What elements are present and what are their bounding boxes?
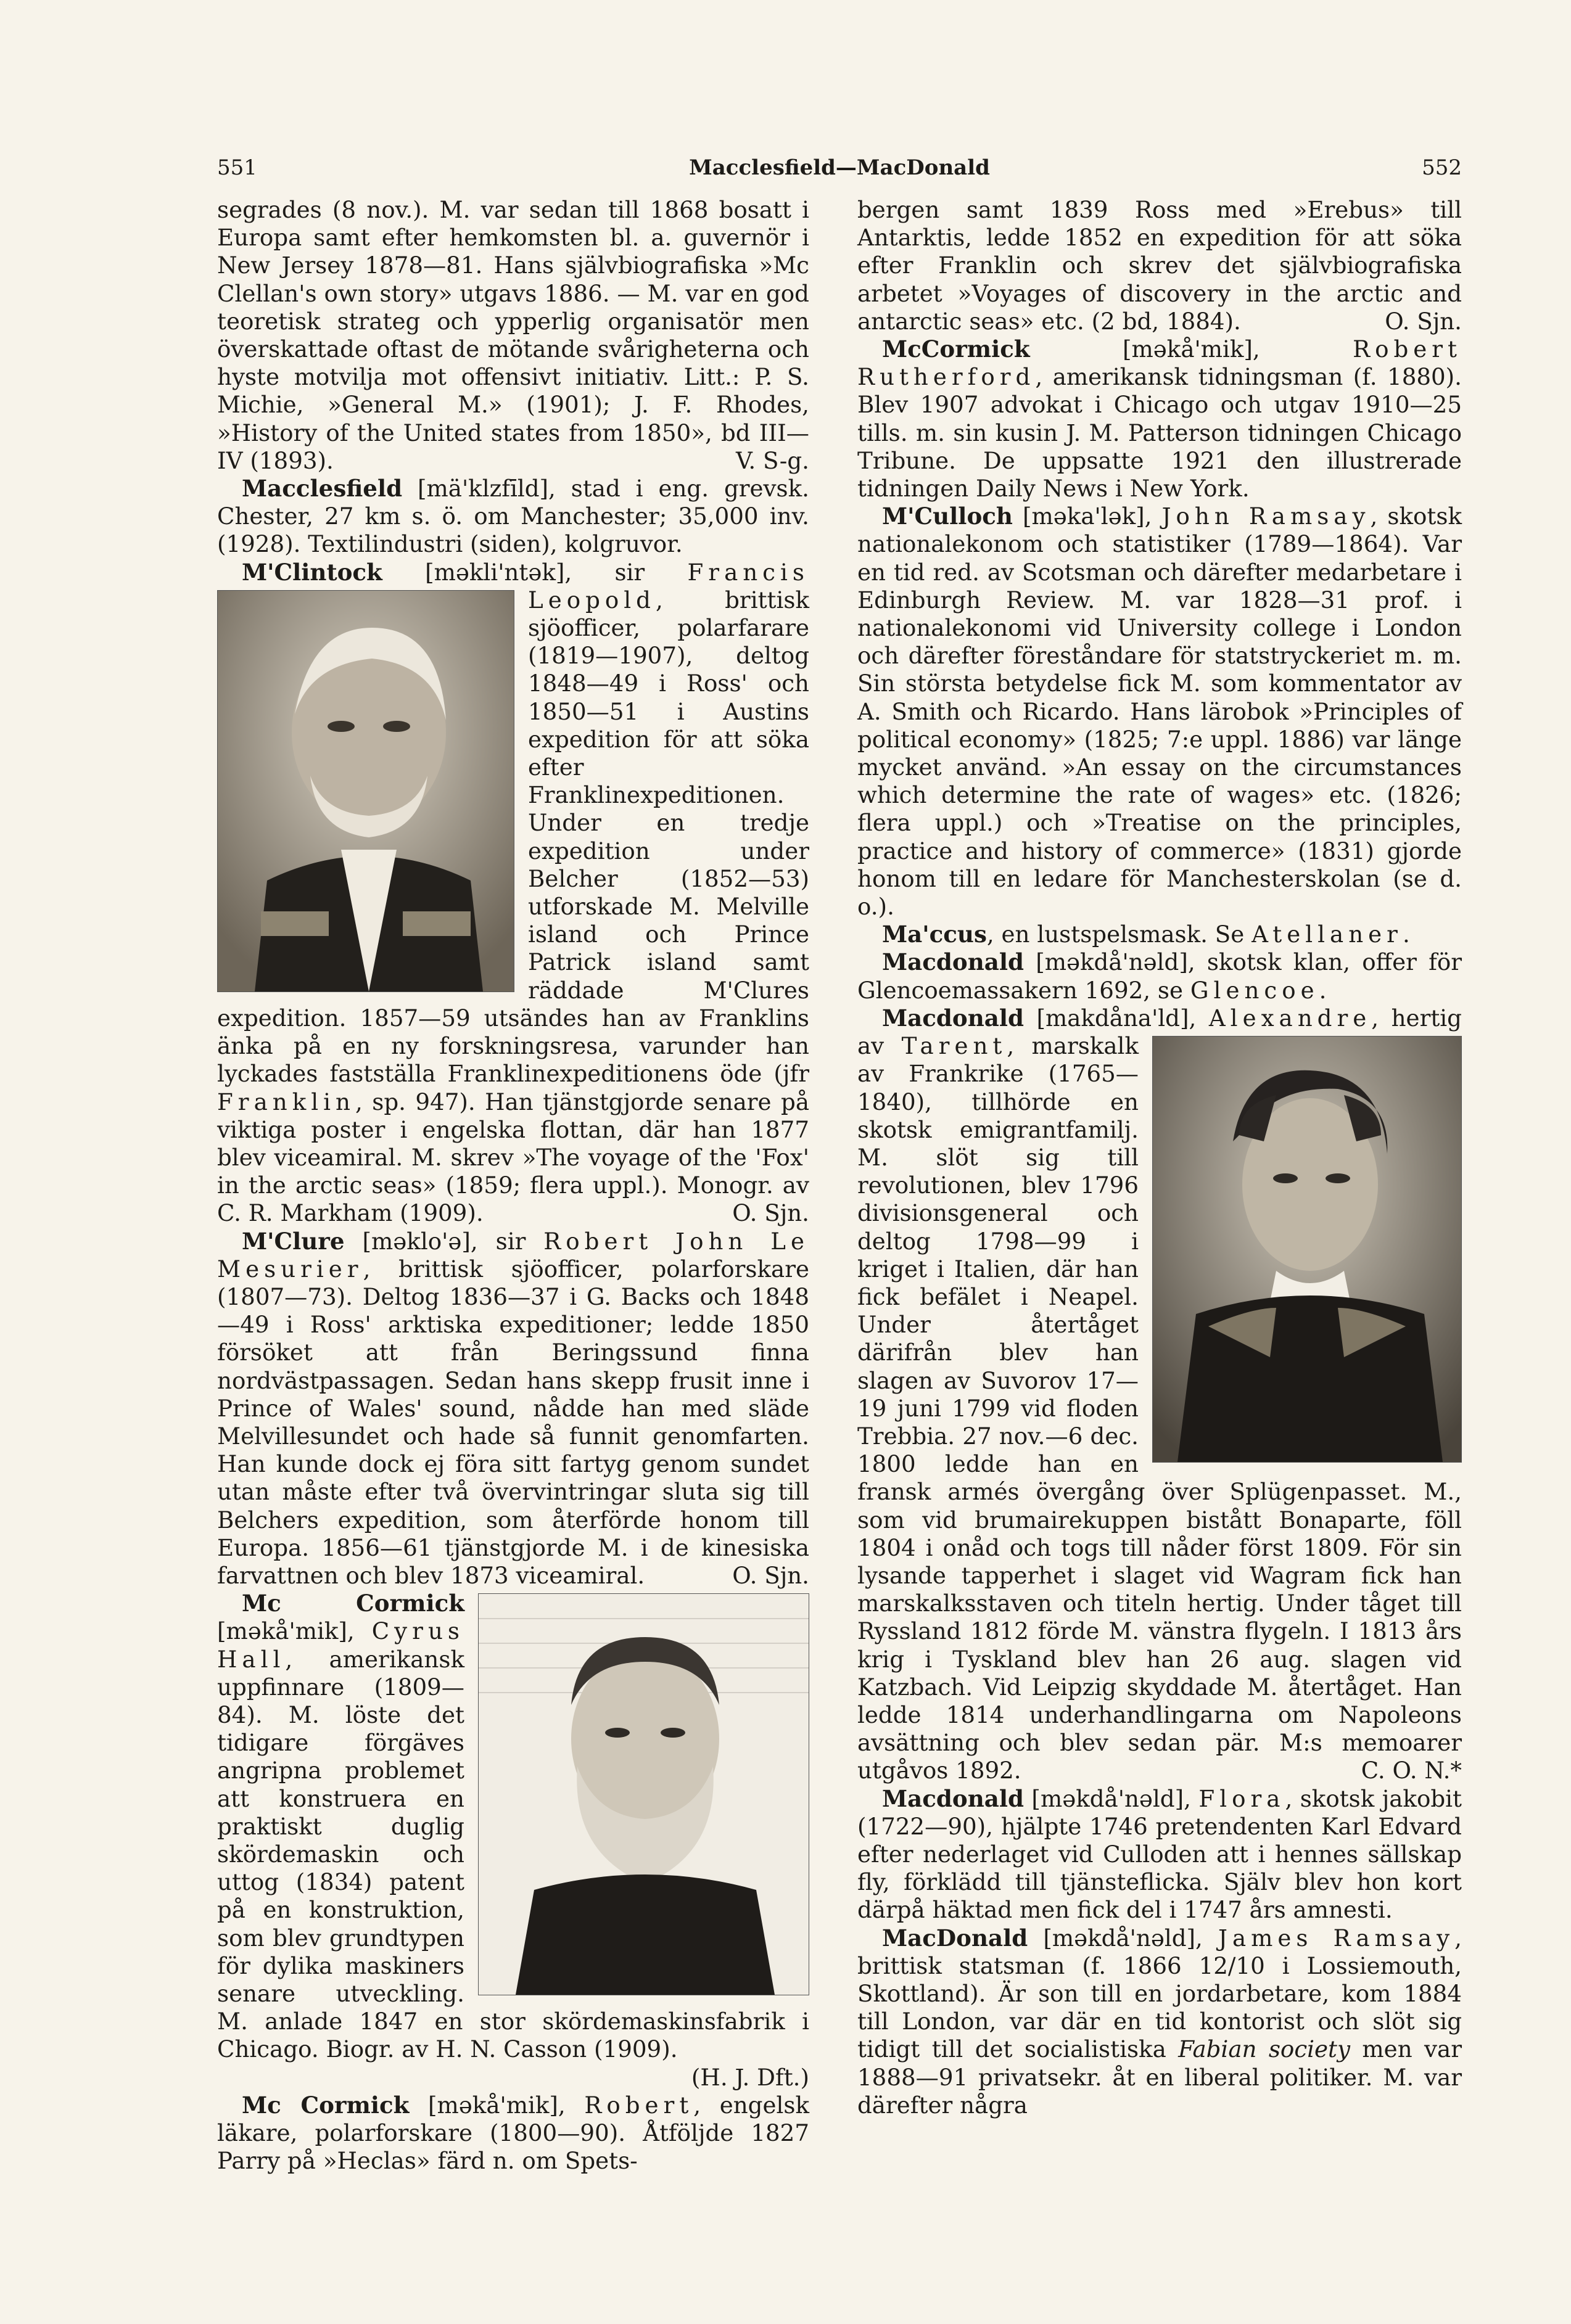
entry-macdonald-clan: Macdonald [məkdå'nəld], skotsk klan, offer för Glencoemassakern 1692, se Glencoe. xyxy=(857,948,1462,1004)
headword: Macdonald xyxy=(882,1784,1024,1812)
headword: Mc Cormick xyxy=(242,1590,464,1617)
entry-macdonald-james-ramsay: MacDonald [məkdå'nəld], James Ramsay, brittisk statsman (f. 1866 12/10 i Lossiemouth, Skottland). Är son till en jordarbetare, kom 1884 till London, var där en tid kontorist och slöt sig tidigt till det socialistiska Fabian society men var 1888—91 privatsekr. åt en liberal politiker. M. var därefter några xyxy=(857,1924,1462,2119)
headword: MacDonald xyxy=(882,1924,1028,1952)
author-signature: V. S-g. xyxy=(735,446,809,474)
portrait-mclintock xyxy=(217,590,514,992)
headword: Macdonald xyxy=(882,948,1024,976)
page-number-left: 551 xyxy=(217,155,257,180)
page-number-right: 552 xyxy=(1422,155,1462,180)
left-column xyxy=(217,196,809,2175)
entry-mccormick-robert: Mc Cormick [məkå'mik], Robert, engelsk läkare, polarforskare (1800—90). Åtföljde 1827 Parry på »Heclas» färd n. om Spets- xyxy=(217,2091,809,2175)
entry-mculloch: M'Culloch [məka'lək], John Ramsay, skotsk nationalekonom och statistiker (1789—1864). Var en tid red. av Scotsman och därefter medarbetare i Edinburgh Review. M. var 1828—31 prof. i nationalekonomi vid University college i London och därefter föreståndare för statstryckeriet m. m. Sin största betydelse fick M. som kommentator av A. Smith och Ricardo. Hans lärobok »Principles of political economy» (1825; 7:e uppl. 1886) var länge mycket använd. »An essay on the circumstances which determine the rate of wages» etc. (1826; flera uppl.) och »Treatise on the principles, practice and history of commerce» (1831) gjorde honom till en ledare för Manchesterskolan (se d. o.). xyxy=(857,503,1462,921)
headword: Macdonald xyxy=(882,1004,1024,1032)
page-header xyxy=(217,155,1462,192)
entry-macdonald-flora: Macdonald [məkdå'nəld], Flora, skotsk jakobit (1722—90), hjälpte 1746 pretendenten Karl Edvard efter nederlaget vid Culloden att i hennes sällskap fly, förklädd till tjänsteflicka. Själv blev hon kort därpå häktad men fick del i 1747 års amnesti. xyxy=(857,1784,1462,1924)
entry-mccormick-cyrus: Mc Cormick [məkå'mik], Cyrus Hall, amerikansk uppfinnare (1809—84). M. löste det tidigare förgäves angripna problemet att konstruera en praktiskt duglig skördemaskin och uttog (1834) patent på en konstruktion, som blev grundtypen för dylika maskiners senare utveckling. M. anlade 1847 en stor skördemaskinsfabrik i Chicago. Biogr. av H. N. Casson (1909). (H. J. Dft.) xyxy=(217,1590,809,2091)
author-signature: (H. J. Dft.) xyxy=(691,2063,809,2091)
headword: Ma'ccus xyxy=(882,921,987,948)
entry-macclesfield: Macclesfield [mä'klzfīld], stad i eng. grevsk. Chester, 27 km s. ö. om Manchester; 35,000 inv. (1928). Textilindustri (siden), kolgruvor. xyxy=(217,475,809,558)
portrait-mccormick-cyrus xyxy=(478,1593,809,1995)
author-signature: O. Sjn. xyxy=(732,1199,809,1227)
portrait-macdonald-alexandre xyxy=(1152,1036,1462,1463)
headword: M'Clintock xyxy=(242,558,382,586)
entry-mclintock: M'Clintock [məkli'ntək], sir Francis Leopold , brittisk sjöofficer, polarfarare (1819—1907), deltog 1848—49 i Ross' och 1850—51 i Austins expedition för att söka efter Franklinexpeditionen. Under en tredje expedition under Belcher (1852—53) utforskade M. Melville island och Prince Patrick island samt räddade M'Clures expedition. 1857—59 utsändes han av Franklins änka på en ny forskningsresa, varunder han lyckades fastställa Franklinexpeditionens öde (jfr Franklin, sp. 947). Han tjänstgjorde senare på viktiga poster i engelska flottan, där han 1877 blev viceamiral. M. skrev »The voyage of the 'Fox' in the arctic seas» (1859; flera uppl.). Monogr. av C. R. Markham (1909). O. Sjn. xyxy=(217,558,809,1227)
headword: McCormick xyxy=(882,335,1030,363)
headword: Macclesfield xyxy=(242,475,403,503)
headword: M'Clure xyxy=(242,1227,345,1255)
author-signature: C. O. N.* xyxy=(1361,1757,1462,1784)
headword: Mc Cormick xyxy=(242,2091,410,2119)
author-signature: O. Sjn. xyxy=(1385,307,1462,335)
author-signature: O. Sjn. xyxy=(732,1561,809,1589)
entry-maccus: Ma'ccus, en lustspelsmask. Se Atellaner. xyxy=(882,921,1410,948)
right-column xyxy=(857,196,1462,2119)
entry-macdonald-alexandre: Macdonald [makdåna'ld], Alexandre, hertig av Tarent , marskalk av Frankrike (1765—1840), tillhörde en skotsk emigrantfamilj. M. slöt sig till revolutionen, blev 1796 divisionsgeneral och deltog 1798—99 i kriget i Italien, där han fick befälet i Neapel. Under återtåget därifrån blev han slagen av Suvorov 17—19 juni 1799 vid floden Trebbia. 27 nov.—6 dec. 1800 ledde han en fransk armés övergång över Splügenpasset. M., som vid brumairekuppen bistått Bonaparte, föll 1804 i onåd och togs till nåder först 1809. För sin lysande tapperhet i slaget vid Wagram fick han marskalksstaven och titeln hertig. Under tåget till Ryssland 1812 förde M. vänstra flygeln. I 1813 års krig i Tyskland blev han 26 aug. slagen vid Katzbach. Vid Leipzig skyddade M. återtåget. Han ledde 1814 underhandlingarna om Napoleons avsättning och blev sedan pär. M:s memoarer utgåvos 1892. C. O. N.* xyxy=(857,1004,1462,1784)
headword: M'Culloch xyxy=(882,503,1013,530)
entry-mclure: M'Clure [məklo'ə], sir Robert John Le Mesurier, brittisk sjöofficer, polarforskare (1807—73). Deltog 1836—37 i G. Backs och 1848—49 i Ross' arktiska expeditioner; ledde 1850 försöket att från Beringssund finna nordvästpassagen. Sedan hans skepp frusit inne i Prince of Wales' sound, nådde han med släde Melvillesundet och hade så funnit genomfarten. Han kunde dock ej föra sitt fartyg genom sundet utan måste efter två övervintringar sluta sig till Belchers expedition, som återförde honom till Europa. 1856—61 tjänstgjorde M. i de kinesiska farvattnen och blev 1873 viceamiral. O. Sjn. xyxy=(217,1227,809,1589)
entry-mccormick-robert-rutherford: McCormick [məkå'mik], Robert Rutherford, amerikansk tidningsman (f. 1880). Blev 1907 advokat i Chicago och utgav 1910—25 tills. m. sin kusin J. M. Patterson tidningen Chicago Tribune. De uppsatte 1921 den illustrerade tidningen Daily News i New York. xyxy=(857,335,1462,503)
entry-mccormick-robert-continued: bergen samt 1839 Ross med »Erebus» till Antarktis, ledde 1852 en expedition för att söka efter Franklin och skrev det självbiografiska arbetet »Voyages of discovery in the arctic and antarctic seas» etc. (2 bd, 1884). O. Sjn. xyxy=(857,196,1462,335)
entry-mcclellan-continued: segrades (8 nov.). M. var sedan till 1868 bosatt i Europa samt efter hemkomsten bl. a. guvernör i New Jersey 1878—81. Hans självbiografiska »Mc Clellan's own story» utgavs 1886. — M. var en god teoretisk strateg och ypperlig organisatör men överskattade oftast de mötande svårigheterna och hyste motvilja mot offensivt initiativ. Litt.: P. S. Michie, »General M.» (1901); J. F. Rhodes, »History of the United states from 1850», bd III—IV (1893). V. S-g. xyxy=(217,196,809,474)
running-title: Macclesfield—MacDonald xyxy=(689,155,990,180)
